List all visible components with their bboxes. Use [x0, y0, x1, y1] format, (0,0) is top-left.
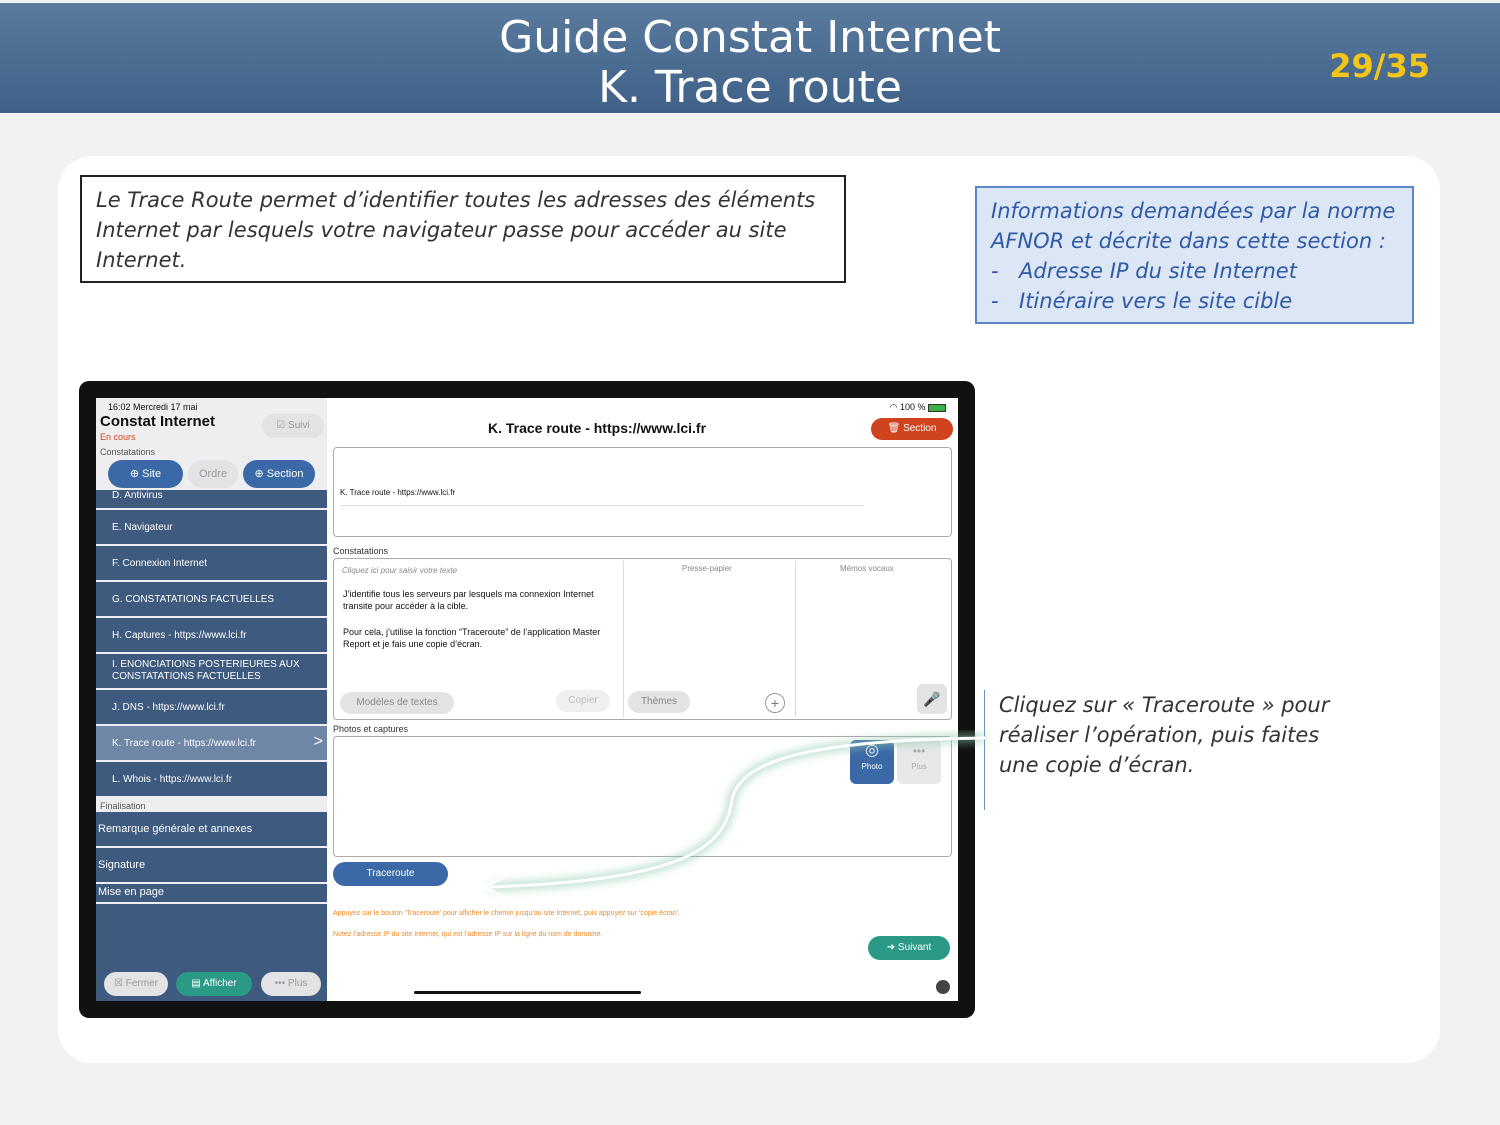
- add-site-button[interactable]: [108, 460, 183, 488]
- sidebar-item-enonciations[interactable]: [96, 654, 327, 688]
- delete-section-label: Section: [903, 423, 937, 434]
- sidebar-item-captures[interactable]: [96, 618, 327, 652]
- plus-circle-icon: ⊕: [129, 468, 140, 480]
- fermer-button[interactable]: [104, 972, 168, 996]
- plus-circle-icon: ⊕: [254, 468, 264, 480]
- camera-icon: ◎: [865, 742, 879, 759]
- section-label-constatations: Constatations: [100, 447, 156, 457]
- delete-section-button[interactable]: [871, 418, 953, 440]
- wifi-icon: ◠: [889, 402, 898, 412]
- sidebar-item-label: Mise en page: [98, 886, 165, 898]
- slide-title: Guide Constat Internet: [499, 12, 1001, 63]
- sidebar-item-label: J. DNS - https://www.lci.fr: [112, 701, 225, 713]
- document-icon: ▤: [191, 978, 201, 989]
- sidebar: [96, 398, 327, 1001]
- section-name-field[interactable]: K. Trace route - https://www.lci.fr: [340, 488, 864, 506]
- constatations-text[interactable]: [343, 588, 613, 650]
- traceroute-button[interactable]: Traceroute: [333, 862, 448, 886]
- afnor-item-text: Adresse IP du site Internet: [1019, 259, 1297, 283]
- constatations-label: Constatations: [333, 546, 389, 556]
- more-media-button[interactable]: [897, 740, 941, 784]
- battery-icon: [928, 404, 946, 412]
- ordre-button[interactable]: [188, 460, 238, 488]
- sidebar-item-signature[interactable]: [96, 848, 327, 882]
- callout-text: Cliquez sur « Traceroute » pour réaliser l’opération, puis faites une copie d’écran.: [984, 690, 1364, 810]
- app-status: En cours: [100, 432, 136, 442]
- afnor-item: [991, 256, 1398, 286]
- photo-button[interactable]: [850, 740, 894, 784]
- more-icon: •••: [912, 744, 926, 758]
- tablet-screen: [96, 398, 958, 1001]
- afficher-label: Afficher: [202, 978, 237, 989]
- sidebar-item-dns[interactable]: [96, 690, 327, 724]
- instruction-note: Appuyez sur le bouton ‘Traceroute’ pour afficher le chemin jusqu’au site Internet, puis appuyez sur ‘copie écran’.: [333, 910, 681, 917]
- more-icon: •••: [274, 978, 286, 989]
- sidebar-item-antivirus[interactable]: [96, 490, 327, 508]
- text-input-hint[interactable]: Cliquez ici pour saisir votre texte: [342, 566, 458, 575]
- constatations-box: [333, 558, 952, 720]
- add-site-label: Site: [142, 468, 162, 480]
- clipboard-icon: ☑: [276, 420, 286, 431]
- text-paragraph: Pour cela, j’utilise la fonction “Traceroute” de l’application Master Report et je fais une copie d’écran.: [343, 627, 601, 649]
- sidebar-item-label: K. Trace route - https://www.lci.fr: [112, 737, 256, 749]
- main-title: K. Trace route - https://www.lci.fr: [487, 420, 707, 436]
- main-panel: [327, 398, 958, 1001]
- presse-papier-header: Presse-papier: [682, 564, 732, 573]
- copier-button[interactable]: Copier: [556, 690, 610, 712]
- ordre-label: Ordre: [198, 468, 228, 480]
- section-name-box[interactable]: [333, 447, 952, 537]
- instruction-note: Notez l’adresse IP du site Internet, qui est l’adresse IP sur la ligne du nom de domaine.: [333, 931, 603, 938]
- close-box-icon: ☒: [114, 978, 123, 989]
- sidebar-item-label: F. Connexion Internet: [112, 557, 208, 569]
- home-indicator: [414, 991, 641, 994]
- dash: -: [991, 289, 999, 313]
- slide-subtitle: K. Trace route: [598, 62, 902, 113]
- finalisation-list: [96, 812, 327, 904]
- photos-label: Photos et captures: [333, 724, 409, 734]
- suivi-label: Suivi: [288, 420, 310, 431]
- slide-header: [0, 3, 1500, 113]
- trash-icon: 🗑: [887, 423, 901, 434]
- sidebar-item-label: H. Captures - https://www.lci.fr: [112, 629, 247, 641]
- sidebar-item-label: L. Whois - https://www.lci.fr: [112, 773, 233, 785]
- dash: -: [991, 259, 999, 283]
- sidebar-item-label: I. ENONCIATIONS POSTERIEURES AUX CONSTATATIONS FACTUELLES: [112, 659, 300, 682]
- keyboard-icon[interactable]: [936, 980, 950, 994]
- photo-label: Photo: [861, 762, 883, 771]
- memos-vocaux-header: Mémos vocaux: [840, 564, 894, 573]
- sidebar-item-remarque[interactable]: [96, 812, 327, 846]
- app-title: Constat Internet: [100, 413, 216, 430]
- afficher-button[interactable]: [176, 972, 252, 996]
- status-time: 16:02 Mercredi 17 mai: [108, 402, 198, 412]
- battery-level: 100 %: [899, 402, 926, 412]
- plus-label: Plus: [287, 978, 308, 989]
- suivi-button[interactable]: [262, 414, 324, 438]
- sidebar-item-label: G. CONSTATATIONS FACTUELLES: [112, 593, 275, 605]
- afnor-info-box: [975, 186, 1414, 324]
- add-clip-icon[interactable]: +: [765, 693, 785, 713]
- section-list: [96, 490, 327, 798]
- sidebar-item-navigateur[interactable]: [96, 510, 327, 544]
- microphone-icon[interactable]: 🎤: [917, 684, 947, 714]
- fermer-label: Fermer: [125, 978, 158, 989]
- section-label-finalisation: Finalisation: [100, 801, 146, 811]
- add-section-label: Section: [266, 468, 304, 480]
- status-battery: [890, 402, 946, 413]
- themes-button[interactable]: Thèmes: [628, 691, 690, 713]
- suivant-label: Suivant: [897, 942, 932, 953]
- suivant-button[interactable]: [868, 936, 950, 960]
- afnor-item-text: Itinéraire vers le site cible: [1019, 289, 1293, 313]
- more-media-label: Plus: [911, 762, 927, 771]
- add-section-button[interactable]: [243, 460, 315, 488]
- afnor-heading: Informations demandées par la norme AFNOR et décrite dans cette section :: [991, 199, 1396, 253]
- sidebar-item-label: Signature: [98, 859, 146, 871]
- page-number: 29/35: [1329, 47, 1430, 85]
- sidebar-item-connexion[interactable]: [96, 546, 327, 580]
- chevron-right-icon: >: [313, 733, 323, 750]
- sidebar-item-mise-en-page[interactable]: [96, 884, 327, 902]
- arrow-right-circle-icon: ➜: [886, 942, 896, 953]
- sidebar-item-label: E. Navigateur: [112, 521, 173, 533]
- sidebar-item-label: D. Antivirus: [112, 490, 163, 501]
- intro-textbox: Le Trace Route permet d’identifier toutes les adresses des éléments Internet par lesquels votre navigateur passe pour accéder au site Internet.: [80, 175, 846, 283]
- modeles-textes-button[interactable]: Modèles de textes: [340, 692, 454, 714]
- sidebar-item-label: Remarque générale et annexes: [98, 823, 253, 835]
- sidebar-item-whois[interactable]: [96, 762, 327, 796]
- plus-button[interactable]: [261, 972, 321, 996]
- sidebar-item-constatations-factuelles[interactable]: [96, 582, 327, 616]
- text-paragraph: J’identifie tous les serveurs par lesquels ma connexion Internet transite pour accéder à la cible.: [343, 589, 594, 611]
- sidebar-item-trace-route[interactable]: [96, 726, 327, 760]
- afnor-item: [991, 286, 1398, 316]
